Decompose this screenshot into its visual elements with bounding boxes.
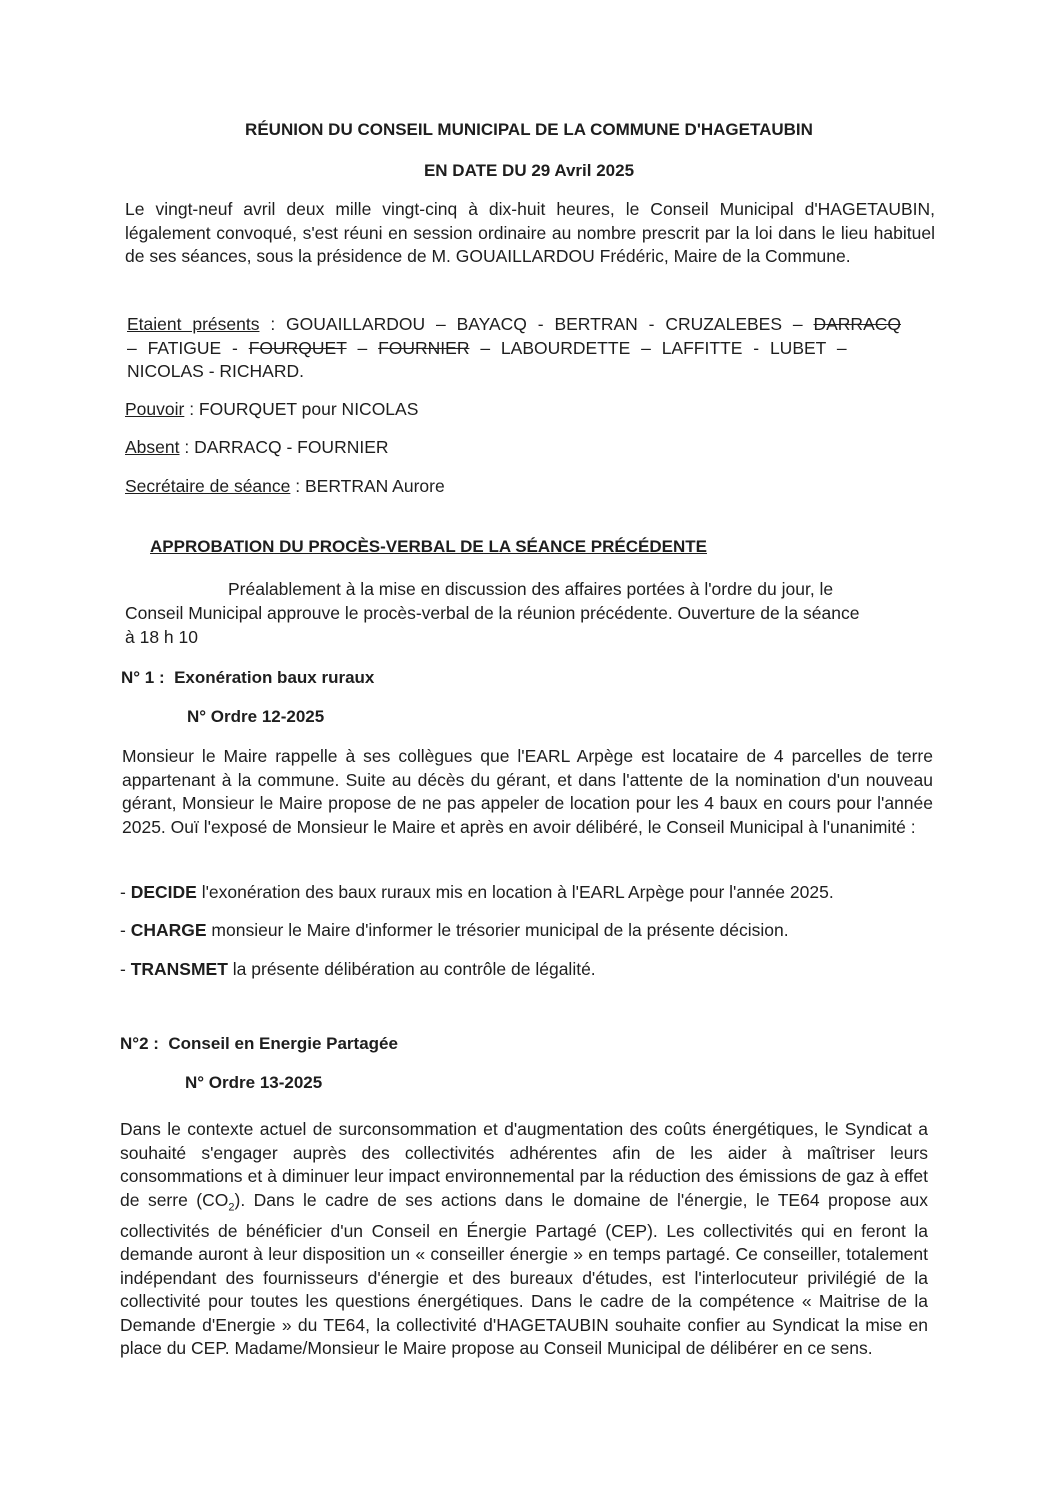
item-2-text-b: ). Dans le cadre de ses actions dans le domaine de l'énergie, le TE64 propose aux collectivités de bénéficier d'un Conseil en Énergie Partagé (CEP). Les collectivités qui en feront la demande auront à leur disposition un « conseiller énergie » en temps partagé. Ce conseiller, totalement indépendant des fournisseurs d'énergie et des bureaux d'études, est l'interlocuteur privilégié de la collectivité pour toutes les questions énergétiques. Dans le cadre de la compétence « Maitrise de la Demande d'Energie » du TE64, la collectivité d'HAGETAUBIN souhaite confier au Syndicat la mise en place du CEP. Madame/Monsieur le Maire propose au Conseil Municipal de délibérer en ce sens. <box>120 1189 928 1358</box>
absent-label: Absent <box>125 437 180 457</box>
item-1-order: N° Ordre 12-2025 <box>187 707 325 726</box>
transmet-text: la présente délibération au contrôle de légalité. <box>227 959 596 979</box>
item-2-heading <box>120 1034 398 1054</box>
struck-name: DARRACQ <box>813 314 901 334</box>
dash: - <box>120 959 131 979</box>
transmet-keyword: TRANSMET <box>130 959 228 979</box>
proxy-label: Pouvoir <box>125 399 185 419</box>
decide-text: l'exonération des baux ruraux mis en location à l'EARL Arpège pour l'année 2025. <box>196 882 834 902</box>
item-1-title: Exonération baux ruraux <box>174 668 375 687</box>
present-names-2b: – LABOURDETTE – LAFFITTE - LUBET – <box>469 338 847 358</box>
decide-keyword: DECIDE <box>130 882 197 902</box>
charge-keyword: CHARGE <box>130 920 207 940</box>
charge-text: monsieur le Maire d'informer le trésorier municipal de la présente décision. <box>206 920 789 940</box>
document-date: EN DATE DU 29 Avril 2025 <box>423 161 635 180</box>
absent-line <box>125 437 389 458</box>
absent-value: : DARRACQ - FOURNIER <box>179 437 389 457</box>
present-names-1: : GOUAILLARDOU – BAYACQ - BERTRAN - CRUZALEBES – <box>259 314 814 334</box>
item-2-number: N°2 : <box>120 1034 159 1053</box>
item-2-paragraph <box>120 1118 928 1361</box>
present-line-2 <box>127 338 847 359</box>
dash: - <box>120 920 131 940</box>
secretary-line <box>125 476 445 497</box>
item-2-order: N° Ordre 13-2025 <box>185 1073 323 1092</box>
approval-line-1: Préalablement à la mise en discussion des affaires portées à l'ordre du jour, le <box>228 579 834 599</box>
dash: - <box>120 882 131 902</box>
charge-line <box>120 920 789 941</box>
present-names-2a: – FATIGUE - <box>127 338 249 358</box>
item-1-paragraph: Monsieur le Maire rappelle à ses collègues que l'EARL Arpège est locataire de 4 parcelles de terre appartenant à la commune. Suite au décès du gérant, et dans l'attente de la nomination d'un nouveau gérant, Monsieur le Maire propose de ne pas appeler de location pour les 4 baux en cours pour l'année 2025. Ouï l'exposé de Monsieur le Maire et après en avoir délibéré, le Conseil Municipal à l'unanimité : <box>122 746 933 837</box>
present-sep: – <box>346 338 379 358</box>
transmet-line <box>120 959 596 980</box>
proxy-value: : FOURQUET pour NICOLAS <box>184 399 419 419</box>
struck-name: FOURNIER <box>378 338 470 358</box>
present-line-1 <box>127 314 901 335</box>
approval-line-2: Conseil Municipal approuve le procès-verbal de la réunion précédente. Ouverture de la séance <box>125 603 860 623</box>
secretary-label: Secrétaire de séance <box>125 476 291 496</box>
document-title: RÉUNION DU CONSEIL MUNICIPAL DE LA COMMUNE D'HAGETAUBIN <box>245 120 813 139</box>
item-2-text-a: Dans le contexte actuel de surconsommation et d'augmentation des coûts énergétiques, le Syndicat a souhaité s'engager auprès des collectivités adhérentes afin de les aider à maîtriser leurs consommations et à diminuer leur impact environnemental par la réduction des émissions de gaz à effet de serre (CO <box>120 1119 928 1210</box>
intro-paragraph: Le vingt-neuf avril deux mille vingt-cinq à dix-huit heures, le Conseil Municipal d'HAGETAUBIN, légalement convoqué, s'est réuni en session ordinaire au nombre prescrit par la loi dans le lieu habituel de ses séances, sous la présidence de M. GOUAILLARDOU Frédéric, Maire de la Commune. <box>125 199 935 266</box>
present-line-3: NICOLAS - RICHARD. <box>127 361 304 381</box>
proxy-line <box>125 399 418 420</box>
item-1-heading <box>121 668 374 688</box>
struck-name: FOURQUET <box>248 338 347 358</box>
approval-line-3: à 18 h 10 <box>125 627 198 647</box>
item-1-number: N° 1 : <box>121 668 165 687</box>
item-2-title: Conseil en Energie Partagée <box>168 1034 398 1053</box>
secretary-value: : BERTRAN Aurore <box>290 476 445 496</box>
approval-heading: APPROBATION DU PROCÈS-VERBAL DE LA SÉANCE PRÉCÉDENTE <box>150 537 707 556</box>
decide-line <box>120 882 834 903</box>
co2-subscript: 2 <box>228 1201 235 1213</box>
present-label: Etaient présents <box>127 314 260 334</box>
